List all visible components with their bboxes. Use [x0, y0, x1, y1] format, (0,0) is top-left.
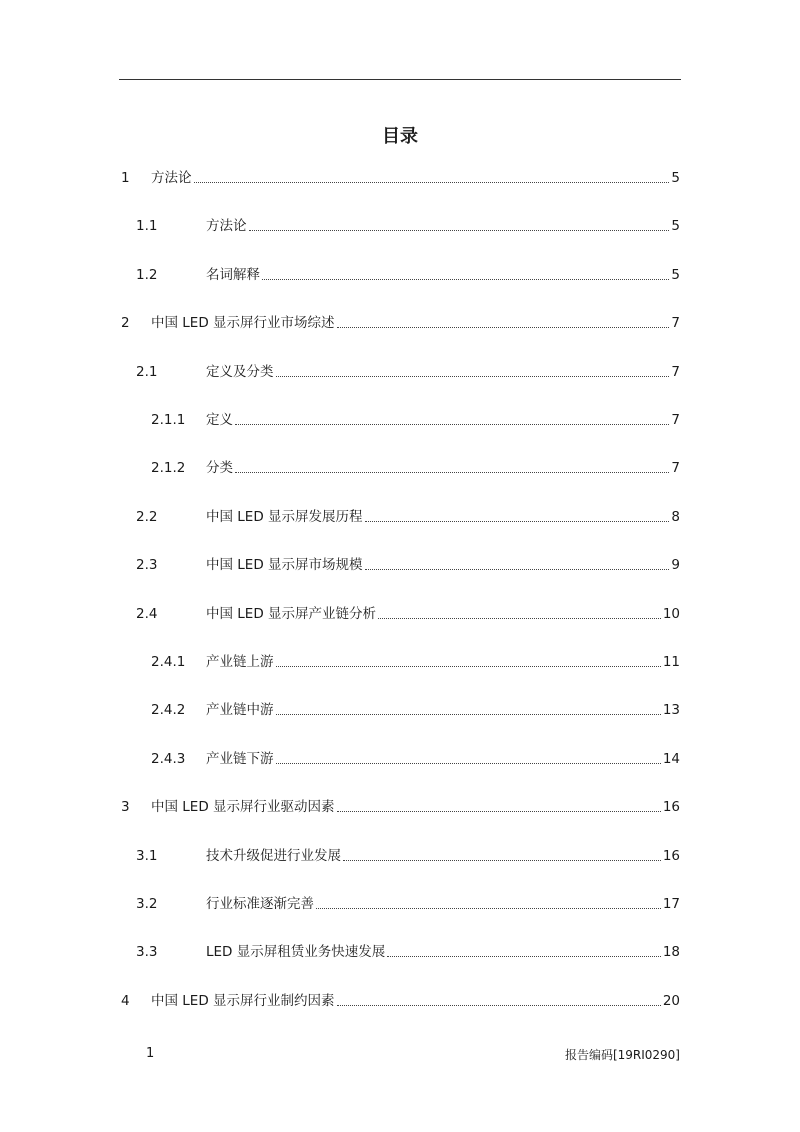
toc-dot-leader	[337, 1005, 661, 1006]
toc-entry-page: 13	[662, 702, 680, 719]
toc-entry-title: 方法论	[206, 218, 247, 235]
toc-entry-page: 14	[662, 750, 680, 767]
toc-entry-title: 中国 LED 显示屏行业制约因素	[151, 992, 335, 1009]
toc-entry-number: 2.2	[136, 508, 158, 525]
toc-entry-number: 2.4.3	[151, 750, 186, 767]
toc-entry[interactable]	[151, 749, 680, 769]
toc-entry-page: 10	[662, 605, 680, 622]
toc-entry-title: 定义	[206, 412, 233, 428]
header-rule	[119, 79, 681, 80]
toc-dot-leader	[276, 666, 661, 667]
toc-entry-number: 1	[121, 170, 130, 186]
toc-entry-number: 3.2	[136, 896, 158, 912]
toc-dot-leader	[262, 279, 669, 280]
toc-entry-page: 8	[671, 508, 680, 525]
toc-entry[interactable]	[136, 507, 680, 527]
toc-entry-title: 中国 LED 显示屏发展历程	[206, 508, 363, 525]
toc-entry-title: 产业链上游	[206, 654, 274, 670]
toc-dot-leader	[276, 376, 670, 377]
toc-entry[interactable]	[136, 265, 680, 285]
toc-entry-number: 3	[121, 799, 130, 816]
toc-entry-page: 20	[662, 992, 680, 1009]
toc-entry-title: 分类	[206, 460, 233, 477]
toc-dot-leader	[235, 472, 669, 473]
toc-entry[interactable]	[136, 555, 680, 575]
toc-entry-page: 5	[671, 218, 680, 235]
toc-entry-number: 4	[121, 992, 130, 1009]
toc-entry-page: 11	[662, 654, 680, 670]
toc-dot-leader	[276, 763, 661, 764]
toc-dot-leader	[337, 327, 670, 328]
toc-entry-title: 中国 LED 显示屏行业市场综述	[151, 315, 335, 332]
toc-entry-title: 产业链下游	[206, 750, 274, 767]
toc-entry-title: 产业链中游	[206, 702, 274, 719]
toc-entry[interactable]	[136, 846, 680, 866]
toc-dot-leader	[365, 569, 670, 570]
toc-dot-leader	[337, 811, 661, 812]
toc-entry-title: 中国 LED 显示屏市场规模	[206, 557, 363, 574]
toc-entry-title: 定义及分类	[206, 363, 274, 380]
toc-entry[interactable]	[136, 362, 680, 382]
toc-entry-number: 2.1.1	[151, 412, 186, 428]
toc-entry-title: 中国 LED 显示屏产业链分析	[206, 605, 377, 622]
toc-dot-leader	[343, 860, 661, 861]
toc-entry-page: 7	[671, 412, 680, 428]
toc-entry[interactable]	[151, 700, 680, 720]
toc-dot-leader	[235, 424, 669, 425]
footer-report-code: 报告编码[19RI0290]	[564, 1048, 680, 1062]
toc-entry-title: 行业标准逐渐完善	[206, 896, 314, 912]
toc-entry[interactable]	[121, 168, 680, 188]
toc-entry-number: 3.1	[136, 847, 158, 864]
toc-entry-number: 1.2	[136, 266, 158, 283]
toc-entry-page: 9	[671, 557, 680, 574]
toc-entry-page: 5	[671, 170, 680, 186]
toc-entry-number: 1.1	[136, 218, 158, 235]
toc-entry-title: LED 显示屏租赁业务快速发展	[206, 944, 386, 961]
toc-entry[interactable]	[136, 894, 680, 914]
toc-entry-number: 2.1.2	[151, 460, 186, 477]
toc-entry-number: 2.1	[136, 363, 158, 380]
toc-entry[interactable]	[151, 410, 680, 430]
toc-dot-leader	[387, 956, 661, 957]
toc-entry[interactable]	[151, 652, 680, 672]
toc-entry[interactable]	[136, 216, 680, 236]
toc-entry-number: 2.4	[136, 605, 158, 622]
toc-entry[interactable]	[121, 797, 680, 817]
toc-entry[interactable]	[136, 942, 680, 962]
toc-entry-number: 2	[121, 315, 130, 332]
toc-entry-page: 5	[671, 266, 680, 283]
toc-entry[interactable]	[136, 604, 680, 624]
toc-dot-leader	[316, 908, 661, 909]
toc-entry-page: 7	[671, 315, 680, 332]
toc-entry-title: 方法论	[151, 170, 192, 186]
toc-entry-title: 名词解释	[206, 266, 260, 283]
toc-entry-number: 3.3	[136, 944, 158, 961]
toc-entry-page: 7	[671, 363, 680, 380]
toc-dot-leader	[276, 714, 661, 715]
toc-entry[interactable]	[121, 991, 680, 1011]
toc-entry-page: 16	[662, 799, 680, 816]
toc-dot-leader	[249, 230, 670, 231]
toc-entry[interactable]	[151, 458, 680, 478]
toc-dot-leader	[365, 521, 670, 522]
footer-page-number: 1	[146, 1046, 155, 1061]
toc-title: 目录	[382, 126, 418, 147]
toc-entry-title: 中国 LED 显示屏行业驱动因素	[151, 799, 335, 816]
toc-entry-page: 17	[662, 896, 680, 912]
toc-entry-number: 2.4.2	[151, 702, 186, 719]
toc-entry-title: 技术升级促进行业发展	[206, 847, 341, 864]
toc-entry-page: 16	[662, 847, 680, 864]
toc-entry[interactable]	[121, 313, 680, 333]
toc-dot-leader	[194, 182, 670, 183]
toc-entry-number: 2.3	[136, 557, 158, 574]
toc-entry-number: 2.4.1	[151, 654, 186, 670]
toc-dot-leader	[378, 618, 661, 619]
toc-entry-page: 7	[671, 460, 680, 477]
toc-entry-page: 18	[662, 944, 680, 961]
